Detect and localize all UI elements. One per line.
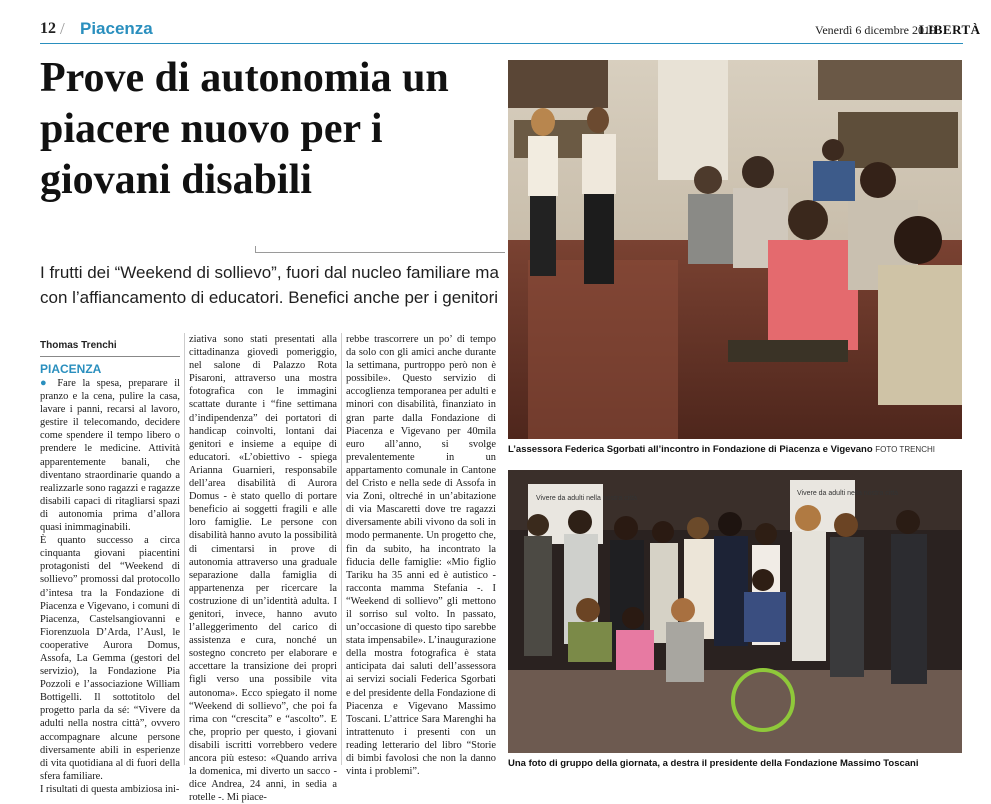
body-column-1-text: Fare la spesa, preparare il pranzo e la cena, pulire la casa, lavare i panni, recarsi al lavoro, gestire il telecomando, decidere come spendere il tempo libero o prendere le medicine. Attività apparentemente banali, che diventano straordinarie quando a realizzarle sono ragazzi e ragazze disabili capaci di ritagliarsi spazi di autonomia prima d’allora quasi inimmaginabili. È quanto successo a circa cinquanta giovani piacentini protagonisti del “Weekend di sollievo” promossi dal protocollo d’intesa tra la Fondazione di Piacenza e Vigevano, i comuni di Piacenza, Castelsangiovanni e Fiorenzuola D’Arda, l’Ausl, le cooperative Aurora Domus, Assofa, La Gemma (gestori del servizio), la Fondazione Pia Pozzoli e l’associazione William Bottigelli. Il sottotitolo del progetto parla da sé: “Vivere da adulti nella nostra città”, ovvero accompagnare alcune persone diversamente abili in esperienze di vita quotidiana al di fuori della sfera familiare. I risultati di questa ambiziosa ini- <box>40 378 180 795</box>
column-divider <box>184 333 185 765</box>
subtitle: I frutti dei “Weekend di sollievo”, fuori dal nucleo familiare ma con l’affiancamento di educatori. Benefici anche per i genitori <box>40 263 499 307</box>
photo-1-credit: FOTO TRENCHI <box>875 445 935 454</box>
body-column-1 <box>40 377 180 796</box>
page-number: 12 <box>40 20 56 37</box>
column-divider <box>341 333 342 765</box>
body-column-2: ziativa sono stati presentati alla cittadinanza giovedì pomeriggio, nel salone di Palazzo Rota Pisaroni, attraverso una mostra fotografica con le immagini scattate durante i “fine settimana d’indipendenza” dei portatori di handicap coinvolti, lontani dai genitori e insieme a equipe di educatori. «L’obiettivo - spiega Arianna Guarnieri, responsabile dell’area disabilità di Aurora Domus - è stato quello di portare beneficio ai soggetti fragili e alle loro famiglie. Le persone con disabilità hanno avuto la possibilità di cimentarsi in prove di autonomia attraverso una graduale separazione dalla famiglia di appartenenza per ricercare la costruzione di un’identità adulta. I genitori, invece, hanno avuto l’alleggerimento del carico di assistenza e cura, nonché un sostegno concreto per elaborare e accettare la transizione dei propri figli verso una possibile vita autonoma». Ecco spiegato il nome “Weekend di sollievo”, che poi fa rima con “crescita” e “ascolto”. E che, proprio per questo, i giovani disabili iscritti vorrebbero vedere ancora più esteso: «Quando arriva la domenica, mi diverto un sacco - dice Andrea, 24 anni, in sedia a rotelle -. Mi piace- <box>189 334 337 804</box>
author: Thomas Trenchi <box>40 340 117 351</box>
header-divider: / <box>60 19 65 38</box>
photo-conference-audience <box>508 60 962 439</box>
body-column-3: rebbe trascorrere un po’ di tempo da solo con gli amici anche durante la settimana, purtroppo però non è possibile». Questo servizio di accoglienza temporanea per adulti e minori con disabilità, finanziato in gran parte dalla Fondazione di Piacenza e Vigevano per 40mila euro all’anno, si svolge prevalentemente in un appartamento comunale in Cantone del Cristo e nella sede di Assofa in via Zoni, oltreché in un’abitazione di via Mascaretti dove tre ragazzi diversamente abili vivono da soli in modo permanente. Un progetto che, fin da subito, ha incontrato la fiducia delle famiglie: «Mio figlio Tariku ha 35 anni ed è autistico - racconta mamma Stefania -. I “Weekend di sollievo” gli mettono il sorriso sul volto. In passato, un’occasione di questo tipo sarebbe stata impensabile». L’inaugurazione della mostra fotografica è stata anticipata dai saluti dell’assessora ai servizi sociali Federica Sgorbati e del presidente della Fondazione di Piacenza e Vigevano Massimo Toscani. L’attrice Sara Marenghi ha intrattenuto i presenti con un reading letterario del libro “Storie di bimbi favolosi che non la danno vinta i problemi”. <box>346 334 496 778</box>
issue-date: Venerdì 6 dicembre 2019 <box>815 23 936 37</box>
photo-2-caption: Una foto di gruppo della giornata, a destra il presidente della Fondazione Massimo Toscani <box>508 758 919 769</box>
subtitle-rule <box>255 252 505 253</box>
dateline: PIACENZA <box>40 362 102 376</box>
headline: Prove di autonomia un piacere nuovo per i giovani disabili <box>40 55 449 203</box>
author-rule <box>40 356 180 357</box>
header-rule <box>40 43 963 44</box>
photo-group-image <box>508 470 962 753</box>
photo-1-caption <box>508 444 935 455</box>
banner-text-left: Vivere da adulti nella nostra città <box>536 495 638 502</box>
photo-1-caption-text: L’assessora Federica Sgorbati all’incontro in Fondazione di Piacenza e Vigevano <box>508 444 873 455</box>
photo-group <box>508 470 962 753</box>
photo-conference-audience-image <box>508 60 962 439</box>
masthead: LIBERTÀ <box>919 22 981 37</box>
banner-text-right: Vivere da adulti nella nostra città <box>797 490 899 497</box>
paragraph-bullet-icon: ● <box>40 377 51 389</box>
section-name: Piacenza <box>80 19 153 38</box>
